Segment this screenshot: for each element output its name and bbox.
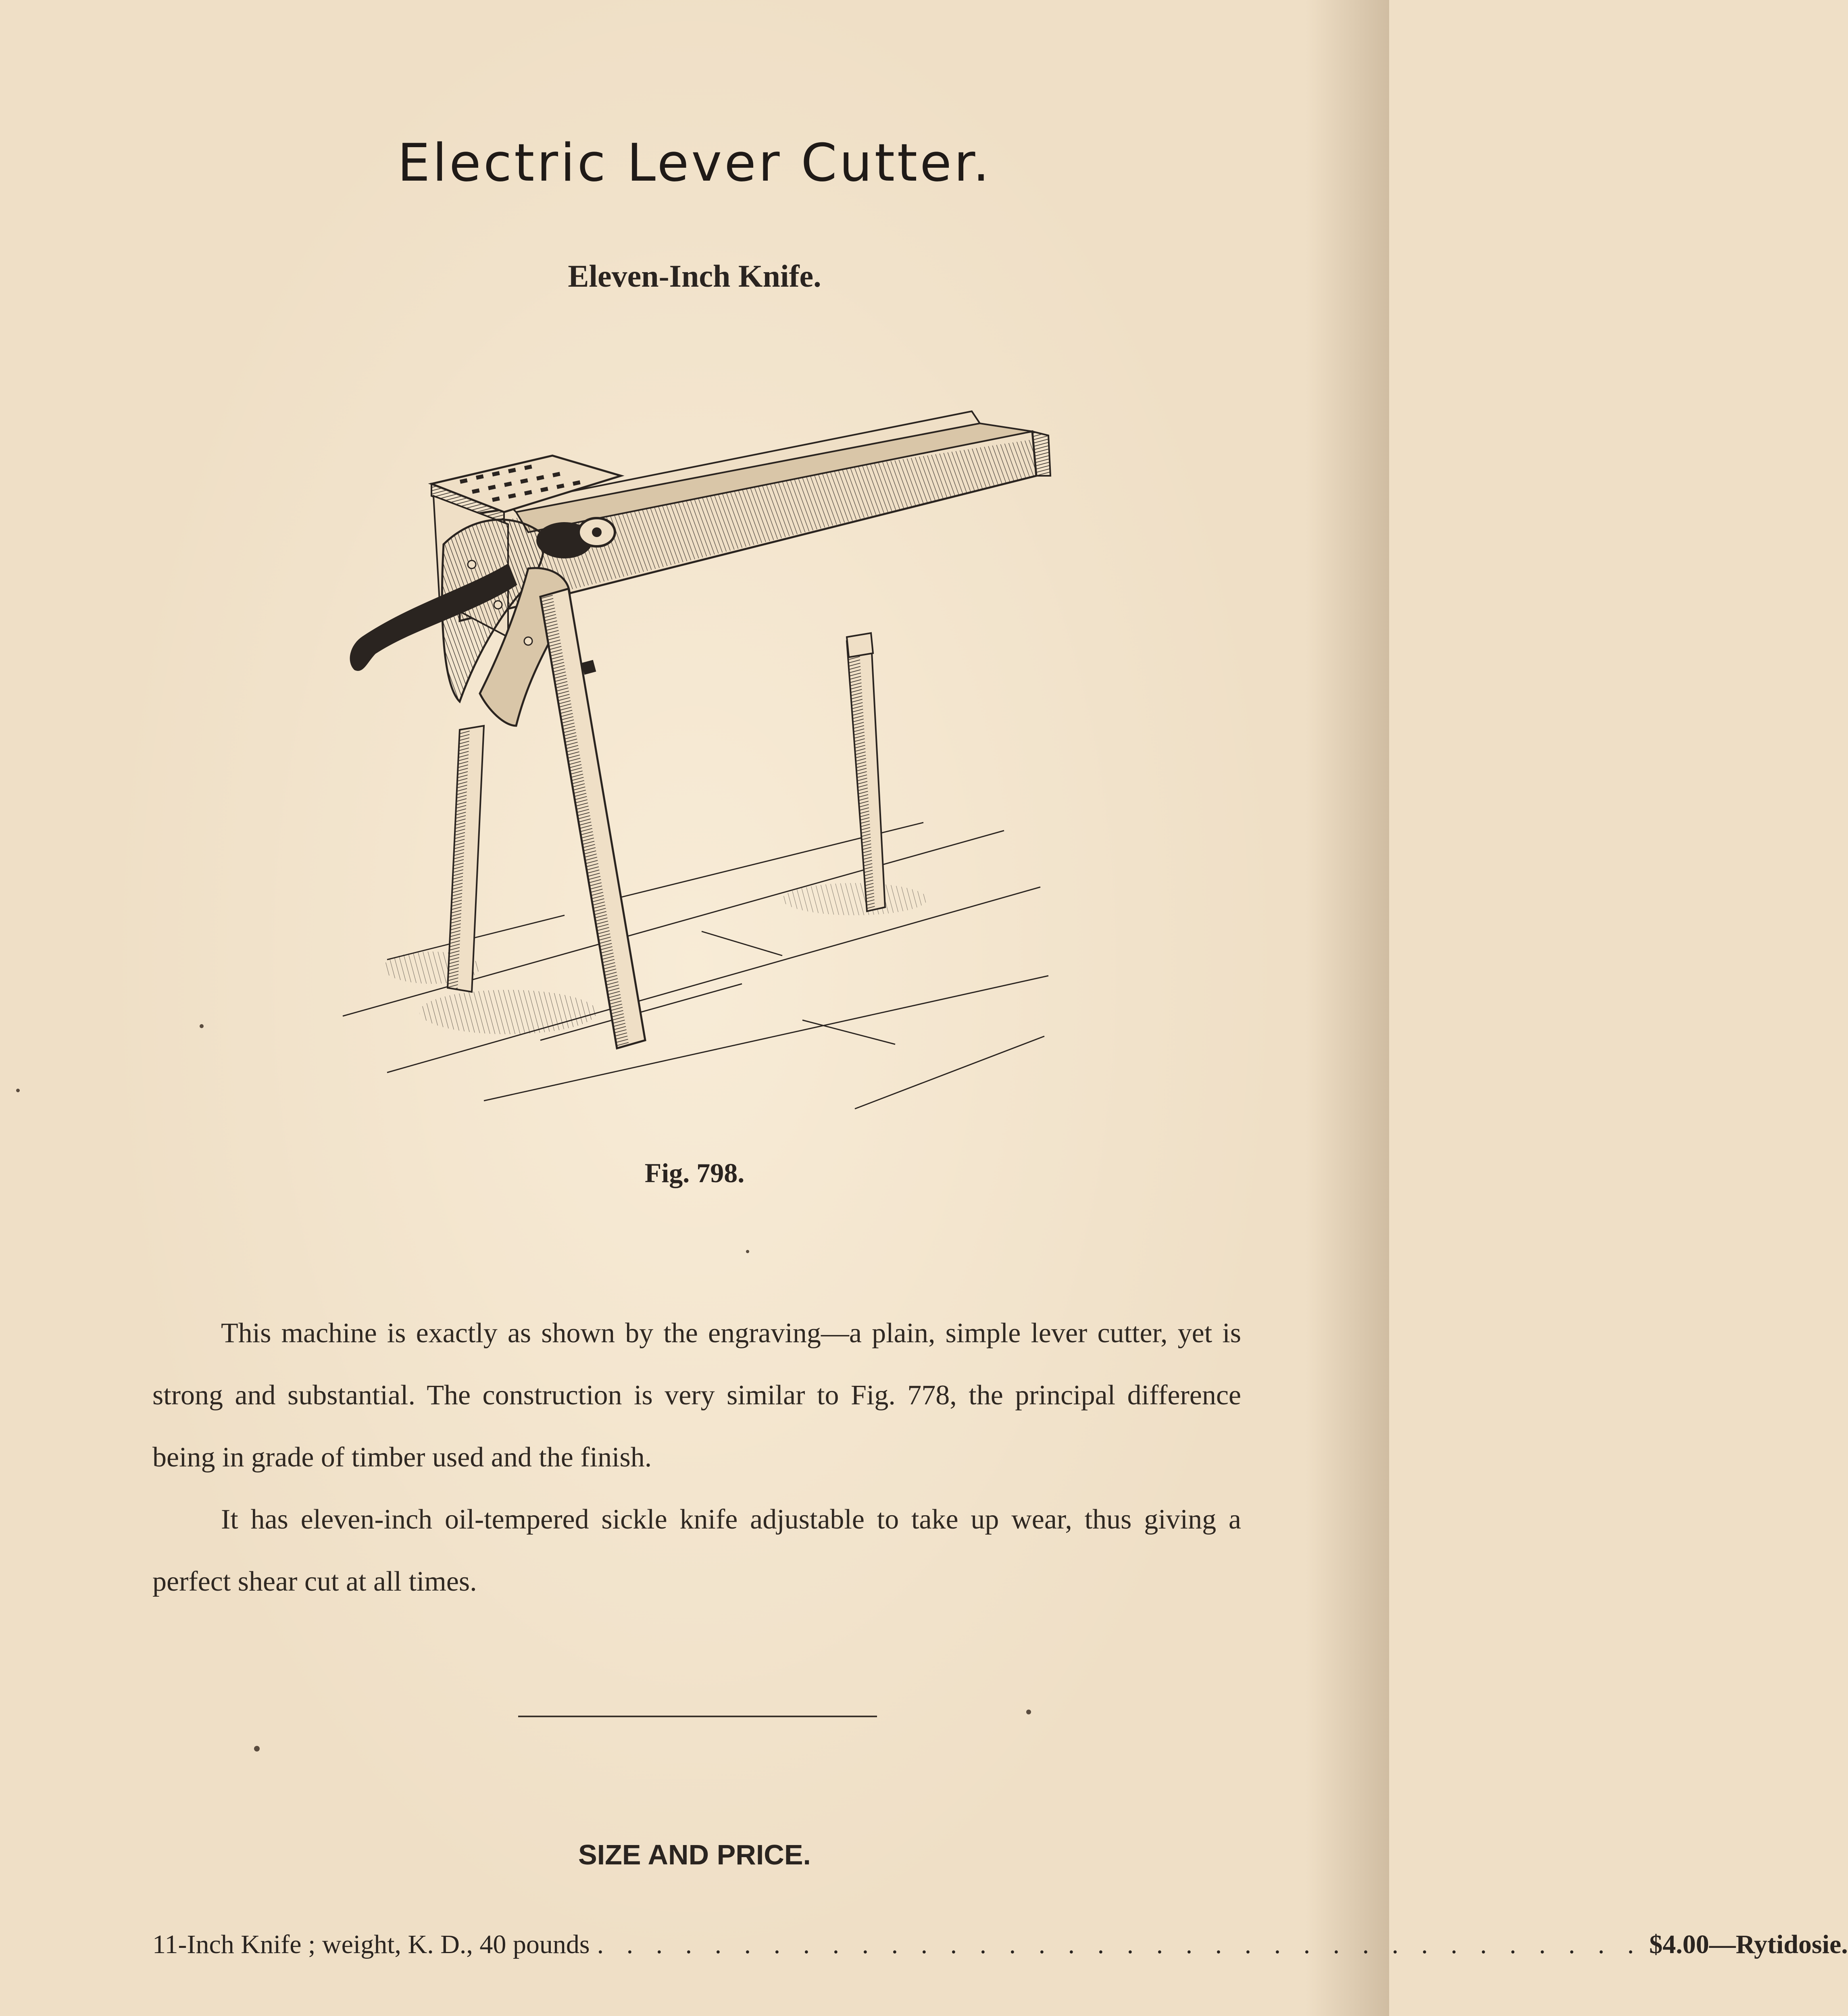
page-title: Electric Lever Cutter. (397, 133, 992, 193)
section-divider (518, 1716, 877, 1717)
price-row (152, 1929, 1848, 1970)
page-subtitle: Eleven-Inch Knife. (568, 258, 821, 294)
paper-speck (200, 1024, 204, 1028)
dot-leader: . . . . . . . . . . . . . . . . . . . . . . . . . . . . . . . . . . . . (597, 1930, 1642, 1959)
paper-speck (254, 1746, 260, 1752)
price-item-description: 11-Inch Knife ; weight, K. D., 40 pounds (152, 1930, 590, 1959)
description-text (152, 1302, 1241, 1613)
size-price-heading: SIZE AND PRICE. (578, 1839, 811, 1870)
paper-speck (1026, 1710, 1031, 1714)
description-paragraph-1: This machine is exactly as shown by the engraving—a plain, simple lever cutter, yet is strong and substantial. The construction is very similar to Fig. 778, the principal difference being in grade of timber used and the finish. (152, 1318, 1241, 1473)
lever-cutter-engraving-icon (339, 395, 1065, 1137)
paper-speck (746, 1250, 749, 1253)
paper-speck (16, 1089, 20, 1092)
description-paragraph-2: It has eleven-inch oil-tempered sickle knife adjustable to take up wear, thus giving a perfect shear cut at all times. (152, 1504, 1241, 1597)
figure-caption: Fig. 798. (644, 1158, 745, 1188)
price-item-value: $4.00—Rytidosie. (1649, 1930, 1848, 1959)
